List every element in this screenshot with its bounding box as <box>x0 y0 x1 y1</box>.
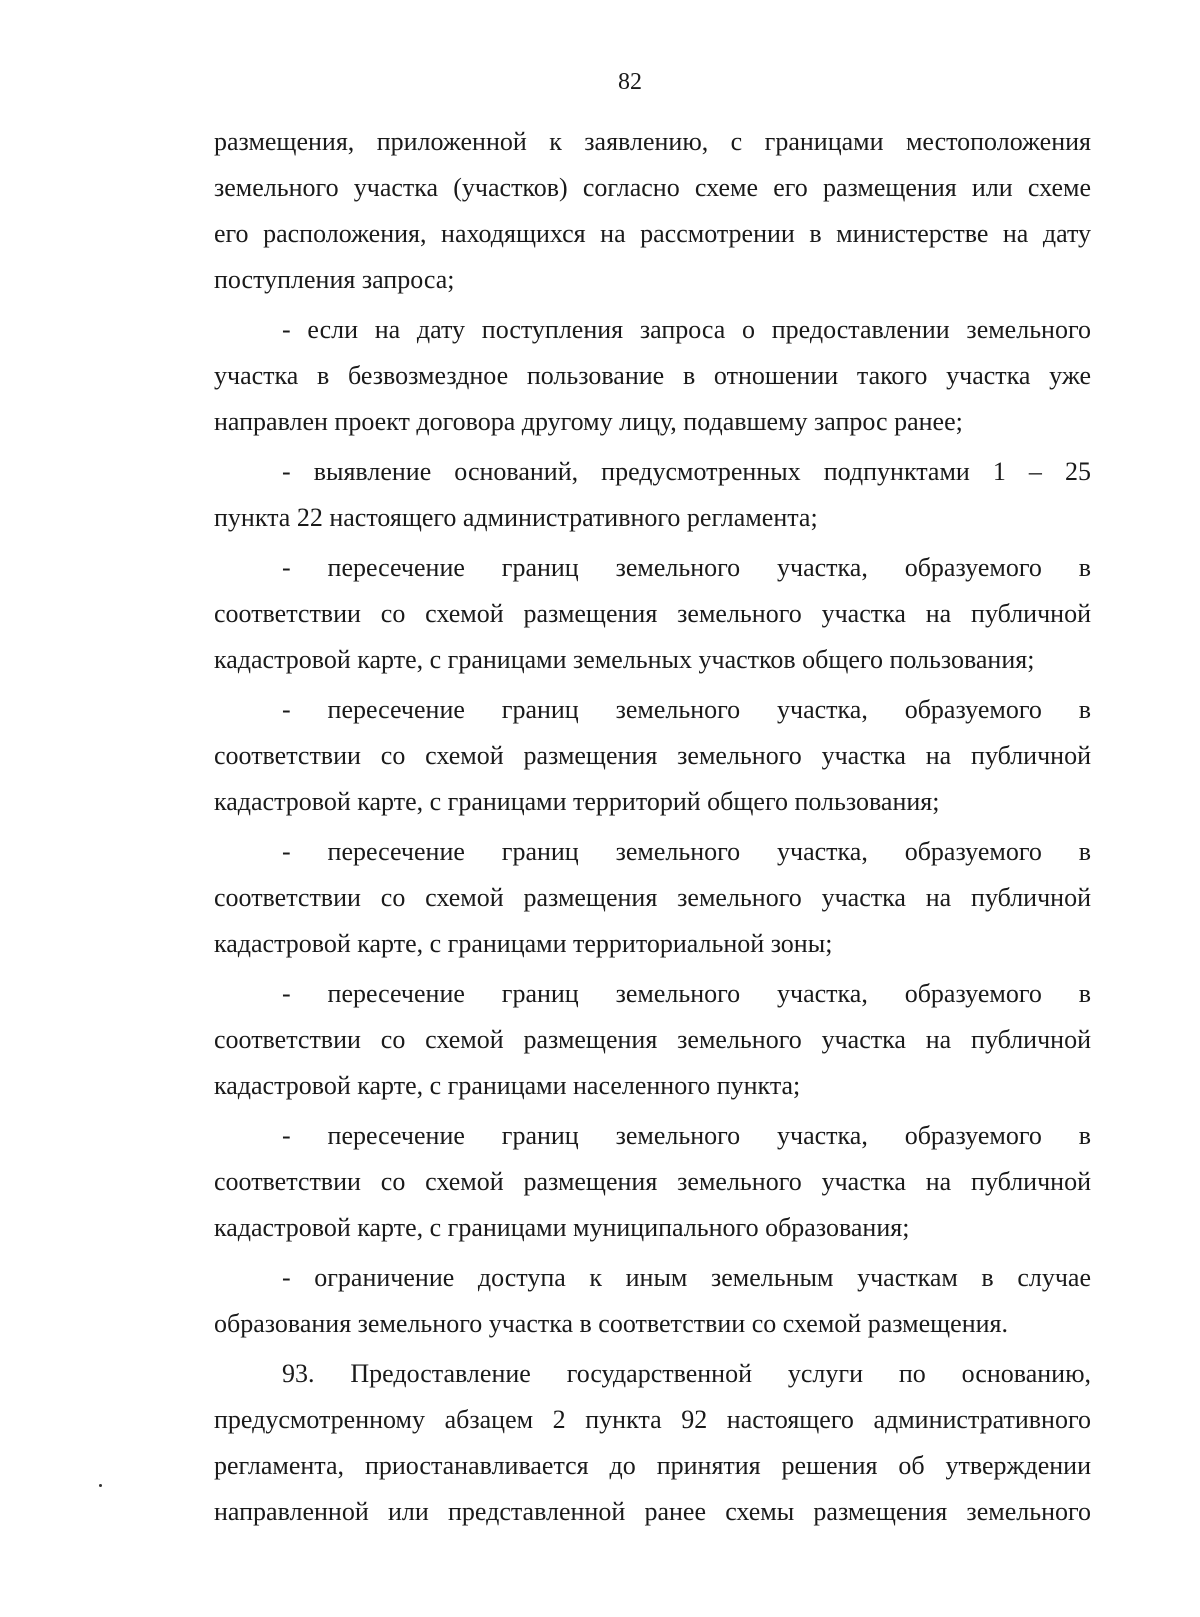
text-line: направленной или представленной ранее схемы размещения земельного <box>214 1497 1091 1526</box>
paragraph-list-item <box>214 1113 1091 1251</box>
text-line: - выявление оснований, предусмотренных подпунктами 1 – 25 <box>282 457 1091 486</box>
document-body <box>214 119 1091 1535</box>
text-line: кадастровой карте, с границами земельных участков общего пользования; <box>214 645 1035 674</box>
paragraph-list-item <box>214 1255 1091 1347</box>
text-line: кадастровой карте, с границами населенного пункта; <box>214 1071 801 1100</box>
text-line: соответствии со схемой размещения земельного участка на публичной <box>214 883 1091 912</box>
text-line: кадастровой карте, с границами муниципального образования; <box>214 1213 910 1242</box>
text-line: его расположения, находящихся на рассмотрении в министерстве на дату <box>214 219 1091 248</box>
paragraph-list-item <box>214 449 1091 541</box>
text-line: пункта 22 настоящего административного регламента; <box>214 503 818 532</box>
text-line: соответствии со схемой размещения земельного участка на публичной <box>214 1025 1091 1054</box>
text-line: соответствии со схемой размещения земельного участка на публичной <box>214 1167 1091 1196</box>
scan-speck <box>99 1484 102 1487</box>
text-line: кадастровой карте, с границами территорий общего пользования; <box>214 787 940 816</box>
text-line: участка в безвозмездное пользование в отношении такого участка уже <box>214 361 1091 390</box>
text-line: регламента, приостанавливается до принятия решения об утверждении <box>214 1451 1091 1480</box>
text-line: - пересечение границ земельного участка, образуемого в <box>282 979 1091 1008</box>
text-line: направлен проект договора другому лицу, подавшему запрос ранее; <box>214 407 963 436</box>
page-number: 82 <box>618 69 642 95</box>
text-line: размещения, приложенной к заявлению, с границами местоположения <box>214 127 1091 156</box>
text-line: предусмотренному абзацем 2 пункта 92 настоящего административного <box>214 1405 1091 1434</box>
paragraph-list-item <box>214 971 1091 1109</box>
text-line: - пересечение границ земельного участка, образуемого в <box>282 695 1091 724</box>
text-line: соответствии со схемой размещения земельного участка на публичной <box>214 599 1091 628</box>
paragraph-list-item <box>214 687 1091 825</box>
text-line: кадастровой карте, с границами территориальной зоны; <box>214 929 833 958</box>
paragraph-continuation <box>214 119 1091 303</box>
text-line: 93. Предоставление государственной услуги по основанию, <box>282 1359 1091 1388</box>
paragraph-list-item <box>214 829 1091 967</box>
paragraph-list-item <box>214 545 1091 683</box>
text-line: - если на дату поступления запроса о предоставлении земельного <box>282 315 1091 344</box>
text-line: образования земельного участка в соответствии со схемой размещения. <box>214 1309 1008 1338</box>
text-line: - ограничение доступа к иным земельным участкам в случае <box>282 1263 1091 1292</box>
text-line: - пересечение границ земельного участка, образуемого в <box>282 553 1091 582</box>
text-line: соответствии со схемой размещения земельного участка на публичной <box>214 741 1091 770</box>
text-line: земельного участка (участков) согласно схеме его размещения или схеме <box>214 173 1091 202</box>
text-line: - пересечение границ земельного участка, образуемого в <box>282 1121 1091 1150</box>
text-line: - пересечение границ земельного участка, образуемого в <box>282 837 1091 866</box>
paragraph-clause-93 <box>214 1351 1091 1535</box>
paragraph-list-item <box>214 307 1091 445</box>
text-line: поступления запроса; <box>214 265 455 294</box>
